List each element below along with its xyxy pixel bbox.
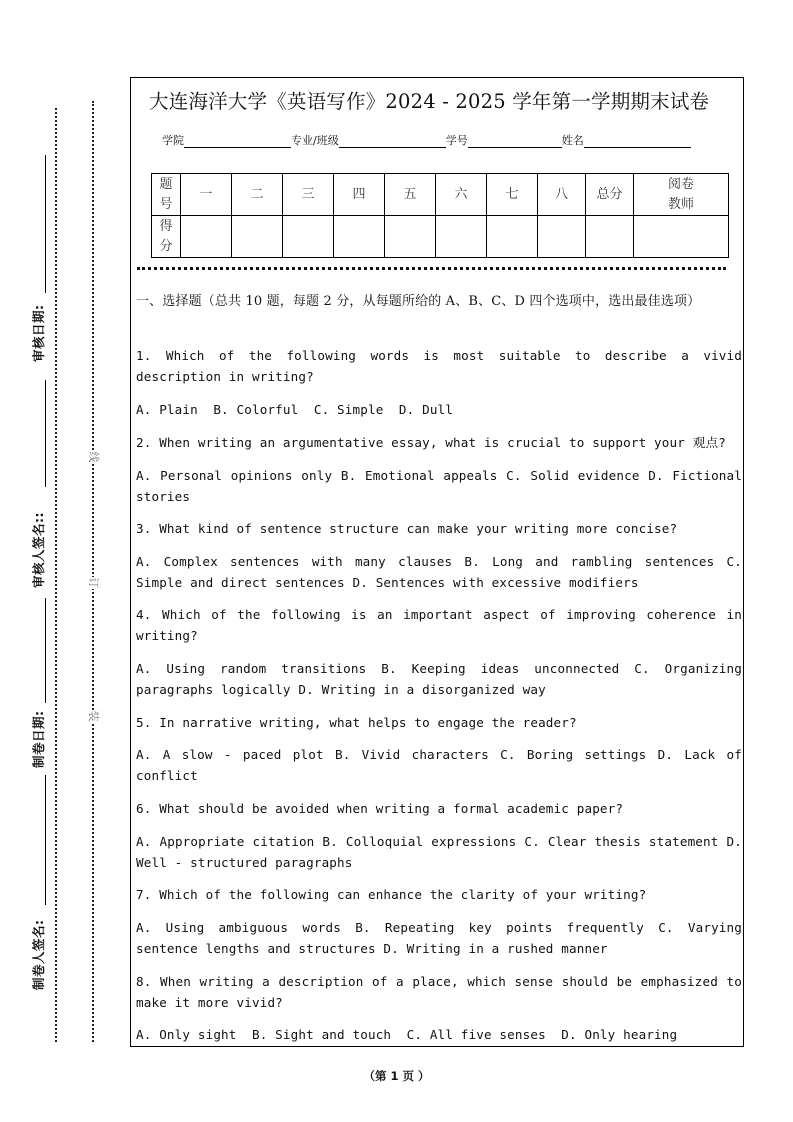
score-cell[interactable] [538,216,586,258]
question-3-options: A. Complex sentences with many clauses B. Long and rambling sentences C. Simple and direct sentences D. Sentences with excessive modifiers [136,554,742,590]
college-field[interactable] [184,135,291,148]
exam-sheet [130,77,744,1047]
score-cell[interactable] [487,216,538,258]
student-id-field[interactable] [468,135,562,148]
question-5-stem: 5. In narrative writing, what helps to engage the reader? [136,715,577,730]
score-cell[interactable] [181,216,232,258]
row-header-text: 分 [159,238,173,254]
question-6-stem: 6. What should be avoided when writing a formal academic paper? [136,801,624,816]
question-2-options: A. Personal opinions only B. Emotional appeals C. Solid evidence D. Fictional stories [136,468,742,504]
row-header-question-number [152,174,181,216]
row-header-text: 题 [159,176,173,192]
column-header-grader [634,174,729,216]
major-class-label: 专业/班级 [291,134,339,147]
score-cell[interactable] [385,216,436,258]
maker-date-blank [45,598,46,703]
binding-staple-char: 订 [87,577,100,589]
row-header-text: 号 [159,196,173,212]
college-label: 学院 [162,134,184,147]
column-header: 四 [334,174,385,216]
grader-header-text: 阅卷 [667,176,694,192]
column-header: 一 [181,174,232,216]
column-header-total: 总分 [586,174,634,216]
exam-title: 大连海洋大学《英语写作》2024 - 2025 学年第一学期期末试卷 [149,90,710,113]
score-cell[interactable] [283,216,334,258]
column-header: 六 [436,174,487,216]
section-heading: 一、选择题（总共 10 题，每题 2 分，从每题所给的 A、B、C、D 四个选项中，选出最佳选项） [136,294,701,309]
maker-signature-label: 制卷人签名: [31,919,46,990]
row-header-score [152,216,181,258]
question-8-options: A. Only sight B. Sight and touch C. All five senses D. Only hearing [136,1027,678,1042]
reviewer-signature-label: 审核人签名:: [31,512,46,588]
column-header: 五 [385,174,436,216]
student-id-label: 学号 [445,134,468,147]
maker-signature-blank [45,775,46,905]
question-3-stem: 3. What kind of sentence structure can make your writing more concise? [136,521,678,536]
grader-header-text: 教师 [667,196,694,212]
inner-dotted-line [92,101,94,1042]
outer-dotted-line [55,108,57,1042]
name-label: 姓名 [561,134,584,147]
maker-date-label: 制卷日期: [31,710,46,768]
student-info-row [162,132,691,148]
column-header: 八 [538,174,586,216]
question-number-row [152,174,729,216]
question-4-options: A. Using random transitions B. Keeping ideas unconnected C. Organizing paragraphs logically D. Writing in a disorganized way [136,661,742,697]
question-5-options: A. A slow - paced plot B. Vivid characters C. Boring settings D. Lack of conflict [136,747,742,783]
name-field[interactable] [584,135,691,148]
section-divider [137,267,726,270]
score-cell[interactable] [334,216,385,258]
column-header: 七 [487,174,538,216]
question-6-options: A. Appropriate citation B. Colloquial expressions C. Clear thesis statement D. Well - structured paragraphs [136,834,742,870]
question-2-stem: 2. When writing an argumentative essay, what is crucial to support your 观点? [136,435,726,450]
question-7-stem: 7. Which of the following can enhance the clarity of your writing? [136,887,647,902]
binding-bind-char: 装 [87,710,100,722]
score-cell[interactable] [232,216,283,258]
reviewer-date-label: 审核日期: [31,304,46,362]
question-1-stem: 1. Which of the following words is most suitable to describe a vivid description in writing? [136,348,742,384]
score-table [151,173,729,258]
column-header: 二 [232,174,283,216]
question-1-options: A. Plain B. Colorful C. Simple D. Dull [136,402,454,417]
reviewer-date-blank [45,155,46,293]
score-cell[interactable] [436,216,487,258]
score-row [152,216,729,258]
major-class-field[interactable] [339,135,446,148]
question-4-stem: 4. Which of the following is an important aspect of improving coherence in writing? [136,607,742,643]
row-header-text: 得 [159,218,173,234]
grader-signature-cell[interactable] [634,216,729,258]
column-header: 三 [283,174,334,216]
reviewer-signature-blank [45,380,46,487]
question-7-options: A. Using ambiguous words B. Repeating key points frequently C. Varying sentence lengths and structures D. Writing in a rushed manner [136,920,742,956]
question-8-stem: 8. When writing a description of a place, which sense should be emphasized to make it more vivid? [136,974,742,1010]
binding-line-char: 线 [87,451,100,463]
total-score-cell[interactable] [586,216,634,258]
page-number: （第 1 页 ） [363,1069,430,1083]
